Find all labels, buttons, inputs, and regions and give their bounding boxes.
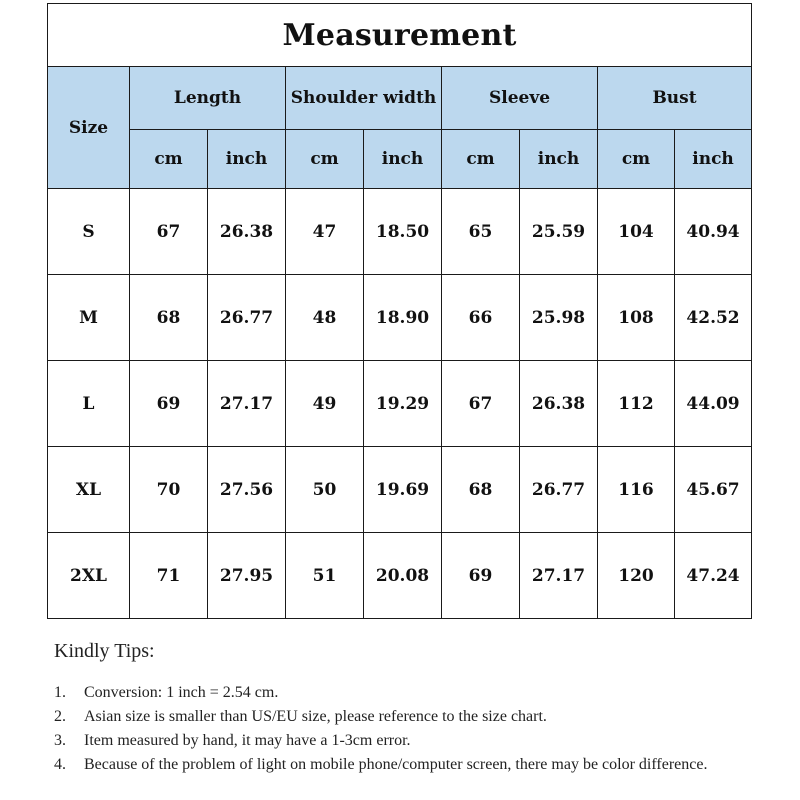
value-cell: 26.77	[208, 275, 286, 361]
tip-text: Item measured by hand, it may have a 1-3cm error.	[84, 732, 411, 749]
value-cell: 49	[286, 361, 364, 447]
size-cell: XL	[48, 447, 130, 533]
unit-header-cm: cm	[598, 130, 675, 189]
value-cell: 40.94	[675, 189, 752, 275]
value-cell: 65	[442, 189, 520, 275]
size-cell: L	[48, 361, 130, 447]
value-cell: 120	[598, 533, 675, 619]
size-header: Size	[48, 67, 130, 189]
value-cell: 67	[130, 189, 208, 275]
unit-header-inch: inch	[520, 130, 598, 189]
tips-title: Kindly Tips:	[54, 640, 155, 662]
value-cell: 44.09	[675, 361, 752, 447]
unit-header-inch: inch	[675, 130, 752, 189]
tip-number: 2.	[54, 708, 66, 725]
value-cell: 27.56	[208, 447, 286, 533]
tip-item	[54, 705, 754, 729]
unit-header-cm: cm	[286, 130, 364, 189]
value-cell: 70	[130, 447, 208, 533]
tip-number: 4.	[54, 756, 66, 773]
unit-header-row	[48, 130, 752, 189]
value-cell: 51	[286, 533, 364, 619]
value-cell: 108	[598, 275, 675, 361]
size-chart	[47, 3, 751, 619]
value-cell: 18.90	[364, 275, 442, 361]
tip-number: 1.	[54, 684, 66, 701]
unit-header-inch: inch	[364, 130, 442, 189]
value-cell: 69	[130, 361, 208, 447]
value-cell: 47	[286, 189, 364, 275]
value-cell: 45.67	[675, 447, 752, 533]
value-cell: 27.17	[520, 533, 598, 619]
length-header: Length	[130, 67, 286, 130]
tip-item	[54, 681, 754, 705]
value-cell: 104	[598, 189, 675, 275]
value-cell: 71	[130, 533, 208, 619]
tip-text: Conversion: 1 inch = 2.54 cm.	[84, 684, 279, 701]
value-cell: 50	[286, 447, 364, 533]
value-cell: 47.24	[675, 533, 752, 619]
shoulder-width-header: Shoulder width	[286, 67, 442, 130]
tip-item	[54, 729, 754, 753]
value-cell: 67	[442, 361, 520, 447]
value-cell: 25.59	[520, 189, 598, 275]
size-cell: 2XL	[48, 533, 130, 619]
bust-header: Bust	[598, 67, 752, 130]
table-row	[48, 275, 752, 361]
table-row	[48, 361, 752, 447]
tip-text: Because of the problem of light on mobile phone/computer screen, there may be color difference.	[84, 756, 708, 773]
unit-header-cm: cm	[130, 130, 208, 189]
value-cell: 27.17	[208, 361, 286, 447]
value-cell: 68	[130, 275, 208, 361]
size-cell: S	[48, 189, 130, 275]
size-cell: M	[48, 275, 130, 361]
value-cell: 26.38	[208, 189, 286, 275]
sleeve-header: Sleeve	[442, 67, 598, 130]
value-cell: 112	[598, 361, 675, 447]
kindly-tips	[54, 640, 754, 777]
tip-number: 3.	[54, 732, 66, 749]
value-cell: 42.52	[675, 275, 752, 361]
value-cell: 66	[442, 275, 520, 361]
measurement-table	[47, 3, 752, 619]
value-cell: 68	[442, 447, 520, 533]
tip-text: Asian size is smaller than US/EU size, please reference to the size chart.	[84, 708, 547, 725]
value-cell: 48	[286, 275, 364, 361]
value-cell: 26.77	[520, 447, 598, 533]
table-row	[48, 189, 752, 275]
tips-list	[54, 681, 754, 777]
value-cell: 116	[598, 447, 675, 533]
table-row	[48, 533, 752, 619]
value-cell: 26.38	[520, 361, 598, 447]
unit-header-cm: cm	[442, 130, 520, 189]
value-cell: 18.50	[364, 189, 442, 275]
table-title: Measurement	[48, 4, 752, 67]
value-cell: 25.98	[520, 275, 598, 361]
value-cell: 19.29	[364, 361, 442, 447]
unit-header-inch: inch	[208, 130, 286, 189]
value-cell: 19.69	[364, 447, 442, 533]
table-row	[48, 447, 752, 533]
value-cell: 20.08	[364, 533, 442, 619]
value-cell: 27.95	[208, 533, 286, 619]
value-cell: 69	[442, 533, 520, 619]
tip-item	[54, 753, 754, 777]
